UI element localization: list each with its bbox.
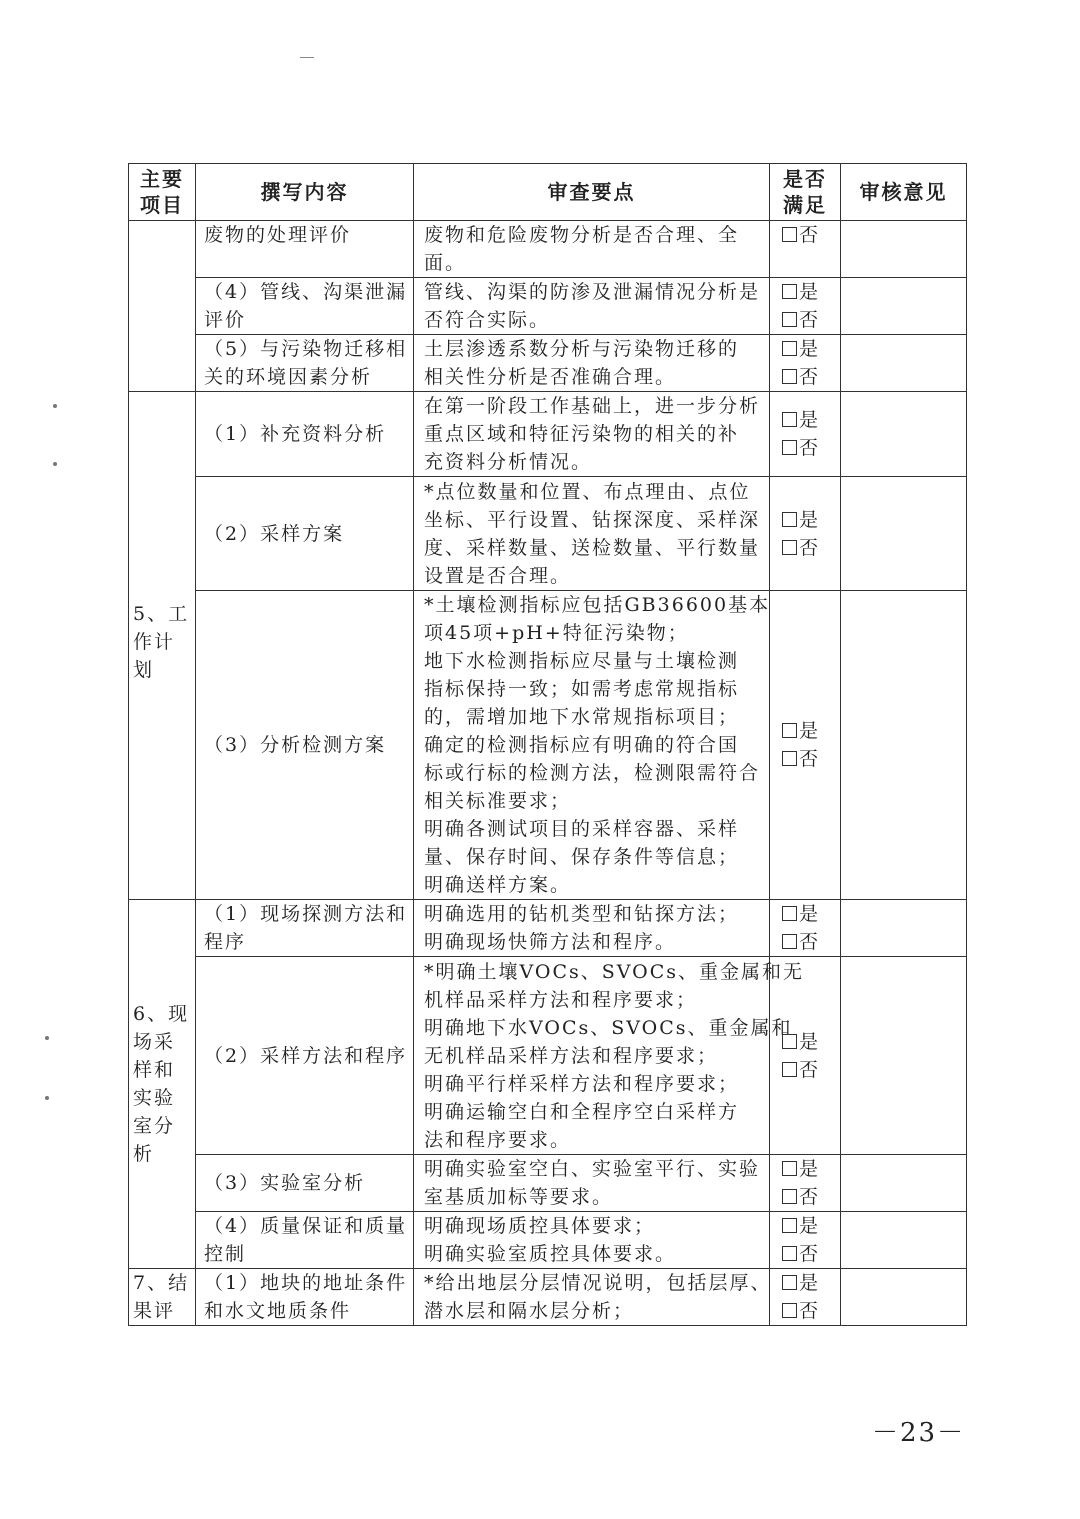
table-row — [129, 278, 967, 335]
table-header-row — [129, 164, 967, 221]
table-row — [129, 1269, 967, 1326]
points-cell: *给出地层分层情况说明，包括层厚、 潜水层和隔水层分析； — [414, 1269, 770, 1326]
checkbox-no[interactable] — [782, 934, 797, 949]
opinion-cell[interactable] — [841, 392, 967, 477]
checkbox-no[interactable] — [782, 440, 797, 455]
option-no[interactable]: 否 — [782, 534, 840, 562]
page-number: －23－ — [872, 1418, 966, 1448]
category-cell-prev — [129, 221, 196, 392]
option-yes[interactable]: 是 — [782, 900, 840, 928]
points-cell: *土壤检测指标应包括GB36600基本 项45项+pH+特征污染物； 地下水检测指标应尽量与土壤检测 指标保持一致；如需考虑常规指标 的，需增加地下水常规指标项目； 确定的检测指标应有明确的符合国 标或行标的检测方法，检测限需符合 相关标准要求； 明确各测试项目的采样容器、采样 量、保存时间、保存条件等信息； 明确送样方案。 — [414, 591, 770, 900]
option-yes[interactable]: 是 — [782, 335, 840, 363]
content-cell: （3）实验室分析 — [196, 1155, 414, 1212]
content-cell: （4）质量保证和质量 控制 — [196, 1212, 414, 1269]
table-row — [129, 957, 967, 1155]
option-yes[interactable]: 是 — [782, 406, 840, 434]
table-row — [129, 1155, 967, 1212]
header-review-points: 审查要点 — [414, 164, 770, 221]
option-yes[interactable]: 是 — [782, 1269, 840, 1297]
checkbox-yes[interactable] — [782, 1218, 797, 1233]
header-main-item: 主要 项目 — [129, 164, 196, 221]
option-yes[interactable]: 是 — [782, 278, 840, 306]
option-no[interactable]: 否 — [782, 306, 840, 334]
opinion-cell[interactable] — [841, 221, 967, 278]
points-cell: 管线、沟渠的防渗及泄漏情况分析是 否符合实际。 — [414, 278, 770, 335]
content-cell: （5）与污染物迁移相 关的环境因素分析 — [196, 335, 414, 392]
option-no[interactable]: 否 — [782, 363, 840, 391]
opinion-cell[interactable] — [841, 477, 967, 591]
table-row — [129, 392, 967, 477]
option-no[interactable]: 否 — [782, 745, 840, 773]
table-row — [129, 1212, 967, 1269]
points-cell: 土层渗透系数分析与污染物迁移的 相关性分析是否准确合理。 — [414, 335, 770, 392]
checkbox-yes[interactable] — [782, 412, 797, 427]
option-no[interactable]: 否 — [782, 434, 840, 462]
points-cell: 废物和危险废物分析是否合理、全 面。 — [414, 221, 770, 278]
table-row — [129, 335, 967, 392]
opinion-cell[interactable] — [841, 1212, 967, 1269]
checkbox-yes[interactable] — [782, 906, 797, 921]
satisfied-cell — [770, 477, 841, 591]
scan-artifact-dash — [300, 57, 314, 58]
header-content: 撰写内容 — [196, 164, 414, 221]
content-cell: （1）补充资料分析 — [196, 392, 414, 477]
category-work-plan: 5、工 作计 划 — [129, 392, 196, 900]
opinion-cell[interactable] — [841, 1269, 967, 1326]
checkbox-no[interactable] — [782, 312, 797, 327]
satisfied-cell — [770, 1155, 841, 1212]
checkbox-yes[interactable] — [782, 1161, 797, 1176]
content-cell: 废物的处理评价 — [196, 221, 414, 278]
table-row — [129, 477, 967, 591]
satisfied-cell — [770, 1212, 841, 1269]
content-cell: （1）地块的地址条件 和水文地质条件 — [196, 1269, 414, 1326]
points-cell: 明确选用的钻机类型和钻探方法； 明确现场快筛方法和程序。 — [414, 900, 770, 957]
checkbox-yes[interactable] — [782, 284, 797, 299]
checkbox-no[interactable] — [782, 751, 797, 766]
satisfied-cell — [770, 1269, 841, 1326]
table-row — [129, 221, 967, 278]
option-no[interactable]: 否 — [782, 1297, 840, 1325]
satisfied-cell — [770, 900, 841, 957]
checkbox-no[interactable] — [782, 1303, 797, 1318]
table-row — [129, 900, 967, 957]
points-cell: *点位数量和位置、布点理由、点位 坐标、平行设置、钻探深度、采样深 度、采样数量、送检数量、平行数量 设置是否合理。 — [414, 477, 770, 591]
option-no[interactable]: 否 — [782, 1240, 840, 1268]
points-cell: 明确现场质控具体要求； 明确实验室质控具体要求。 — [414, 1212, 770, 1269]
opinion-cell[interactable] — [841, 900, 967, 957]
points-cell: 在第一阶段工作基础上，进一步分析 重点区域和特征污染物的相关的补 充资料分析情况。 — [414, 392, 770, 477]
points-cell: *明确土壤VOCs、SVOCs、重金属和无 机样品采样方法和程序要求； 明确地下水VOCs、SVOCs、重金属和 无机样品采样方法和程序要求； 明确平行样采样方法和程序要求； 明确运输空白和全程序空白采样方 法和程序要求。 — [414, 957, 770, 1155]
category-field-sampling-lab-analysis: 6、现 场采 样和 实验 室分 析 — [129, 900, 196, 1269]
option-yes[interactable]: 是 — [782, 1028, 840, 1056]
satisfied-cell — [770, 335, 841, 392]
opinion-cell[interactable] — [841, 278, 967, 335]
checkbox-no[interactable] — [782, 369, 797, 384]
checkbox-yes[interactable] — [782, 341, 797, 356]
satisfied-cell — [770, 278, 841, 335]
checkbox-no[interactable] — [782, 1189, 797, 1204]
option-yes[interactable]: 是 — [782, 1155, 840, 1183]
satisfied-cell — [770, 591, 841, 900]
opinion-cell[interactable] — [841, 335, 967, 392]
option-yes[interactable]: 是 — [782, 717, 840, 745]
content-cell: （3）分析检测方案 — [196, 591, 414, 900]
review-checklist-table — [128, 163, 967, 1326]
checkbox-yes[interactable] — [782, 723, 797, 738]
option-no[interactable]: 否 — [782, 1056, 840, 1084]
satisfied-cell — [770, 957, 841, 1155]
option-no[interactable]: 否 — [782, 221, 840, 249]
option-yes[interactable]: 是 — [782, 506, 840, 534]
opinion-cell[interactable] — [841, 1155, 967, 1212]
opinion-cell[interactable] — [841, 957, 967, 1155]
header-satisfied: 是否 满足 — [770, 164, 841, 221]
checkbox-yes[interactable] — [782, 512, 797, 527]
content-cell: （2）采样方法和程序 — [196, 957, 414, 1155]
opinion-cell[interactable] — [841, 591, 967, 900]
points-cell: 明确实验室空白、实验室平行、实验 室基质加标等要求。 — [414, 1155, 770, 1212]
content-cell: （4）管线、沟渠泄漏 评价 — [196, 278, 414, 335]
checkbox-no[interactable] — [782, 1062, 797, 1077]
option-yes[interactable]: 是 — [782, 1212, 840, 1240]
scan-artifact-dot — [45, 1036, 49, 1040]
checkbox-no[interactable] — [782, 227, 797, 242]
content-cell: （2）采样方案 — [196, 477, 414, 591]
checkbox-no[interactable] — [782, 540, 797, 555]
scan-artifact-dot — [45, 1096, 49, 1100]
satisfied-cell — [770, 392, 841, 477]
category-result-evaluation: 7、结 果评 — [129, 1269, 196, 1326]
table-row — [129, 591, 967, 900]
option-no[interactable]: 否 — [782, 1183, 840, 1211]
scan-artifact-dot — [53, 404, 57, 408]
header-review-opinion: 审核意见 — [841, 164, 967, 221]
option-no[interactable]: 否 — [782, 928, 840, 956]
checkbox-no[interactable] — [782, 1246, 797, 1261]
checkbox-yes[interactable] — [782, 1034, 797, 1049]
satisfied-cell — [770, 221, 841, 278]
content-cell: （1）现场探测方法和 程序 — [196, 900, 414, 957]
checkbox-yes[interactable] — [782, 1275, 797, 1290]
scan-artifact-dot — [53, 462, 57, 466]
